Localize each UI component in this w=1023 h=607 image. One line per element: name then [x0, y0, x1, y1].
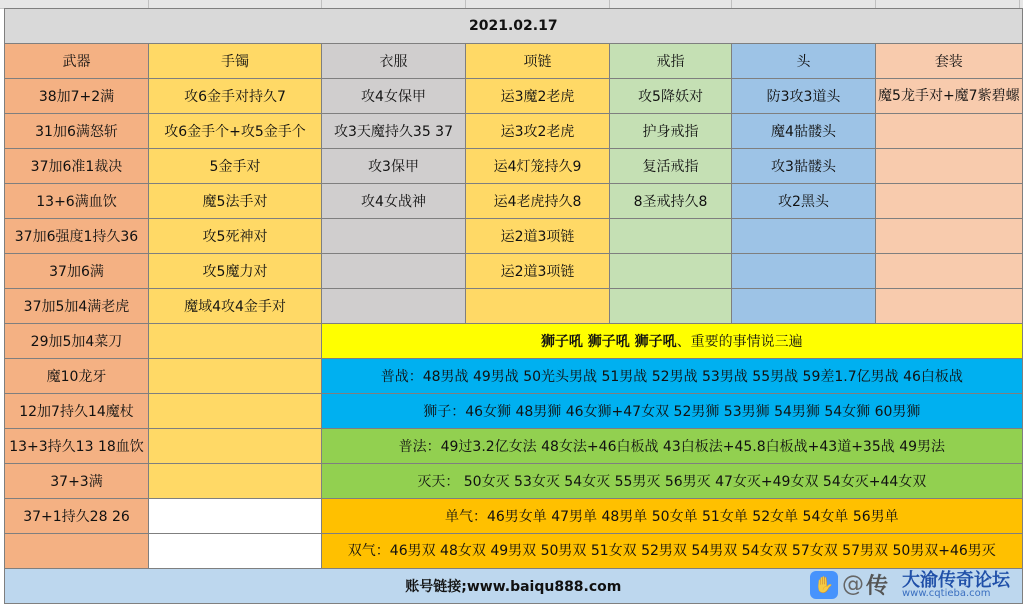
cell[interactable]	[322, 219, 466, 254]
account-row-mage[interactable]: 普法：49过3.2亿女法 48女法+46白板战 43白板法+45.8白板战+43道+35战 49男法	[322, 429, 1023, 464]
account-row-lion[interactable]: 狮子：46女狮 48男狮 46女狮+47女双 52男狮 53男狮 54男狮 54女狮 60男狮	[322, 394, 1023, 429]
cell[interactable]	[5, 534, 149, 569]
cell[interactable]: 攻6金手个+攻5金手个	[149, 114, 322, 149]
cell[interactable]	[149, 534, 322, 569]
cell[interactable]: 魔5龙手对+魔7紫碧螺	[876, 79, 1023, 114]
cell[interactable]	[149, 394, 322, 429]
cell[interactable]: 12加7持久14魔杖	[5, 394, 149, 429]
cell[interactable]	[876, 289, 1023, 324]
account-row-warrior[interactable]: 普战：48男战 49男战 50光头男战 51男战 52男战 53男战 55男战 59差1.7亿男战 46白板战	[322, 359, 1023, 394]
cell[interactable]	[149, 429, 322, 464]
header-ring[interactable]: 戒指	[610, 44, 732, 79]
header-necklace[interactable]: 项链	[466, 44, 610, 79]
cell[interactable]: 29加5加4菜刀	[5, 324, 149, 359]
cell[interactable]: 37+1持久28 26	[5, 499, 149, 534]
watermark-at: @	[842, 572, 864, 597]
header-set[interactable]: 套装	[876, 44, 1023, 79]
account-row-single-qi[interactable]: 单气：46男女单 47男单 48男单 50女单 51女单 52女单 54女单 56男单	[322, 499, 1023, 534]
notice-bold: 狮子吼 狮子吼 狮子吼	[540, 334, 677, 350]
cell[interactable]: 复活戒指	[610, 149, 732, 184]
cell[interactable]: 攻3保甲	[322, 149, 466, 184]
cell[interactable]: 37加5加4满老虎	[5, 289, 149, 324]
cell[interactable]: 魔域4攻4金手对	[149, 289, 322, 324]
cell[interactable]: 13+3持久13 18血饮	[5, 429, 149, 464]
cell[interactable]	[149, 464, 322, 499]
cell[interactable]: 运3攻2老虎	[466, 114, 610, 149]
cell[interactable]	[322, 254, 466, 289]
watermark-brand: 传	[866, 574, 889, 599]
cell[interactable]: 37加6满	[5, 254, 149, 289]
cell[interactable]: 攻2黑头	[732, 184, 876, 219]
cell[interactable]: 运2道3项链	[466, 219, 610, 254]
header-armor[interactable]: 衣服	[322, 44, 466, 79]
header-bracelet[interactable]: 手镯	[149, 44, 322, 79]
watermark-site: www.cqtieba.com	[902, 588, 991, 599]
account-row-destroyer[interactable]: 灭天： 50女灭 53女灭 54女灭 55男灭 56男灭 47女灭+49女双 54女灭+44女双	[322, 464, 1023, 499]
cell[interactable]: 魔4骷髅头	[732, 114, 876, 149]
cell[interactable]	[610, 219, 732, 254]
cell[interactable]: 运3魔2老虎	[466, 79, 610, 114]
cell[interactable]: 5金手对	[149, 149, 322, 184]
cell[interactable]	[876, 114, 1023, 149]
cell[interactable]	[732, 254, 876, 289]
cell[interactable]: 37加6准1裁决	[5, 149, 149, 184]
cell[interactable]	[876, 149, 1023, 184]
cell[interactable]: 13+6满血饮	[5, 184, 149, 219]
account-link-footer[interactable]: 账号链接;www.baiqu888.com	[5, 569, 1023, 604]
cell[interactable]	[876, 219, 1023, 254]
cell[interactable]	[149, 324, 322, 359]
cell[interactable]: 运4老虎持久8	[466, 184, 610, 219]
header-helmet[interactable]: 头	[732, 44, 876, 79]
watermark-logo: 大渝传奇论坛	[902, 570, 1010, 591]
cell[interactable]	[466, 289, 610, 324]
cell[interactable]: 攻5死神对	[149, 219, 322, 254]
cell[interactable]: 攻5降妖对	[610, 79, 732, 114]
cell[interactable]: 37加6强度1持久36	[5, 219, 149, 254]
spreadsheet	[4, 8, 1023, 604]
cell[interactable]	[610, 254, 732, 289]
notice-text: 、重要的事情说三遍	[676, 334, 803, 350]
cell[interactable]	[149, 359, 322, 394]
cell[interactable]	[732, 289, 876, 324]
cell[interactable]: 攻3天魔持久35 37	[322, 114, 466, 149]
cell[interactable]	[876, 254, 1023, 289]
cell[interactable]	[322, 289, 466, 324]
cell[interactable]: 护身戒指	[610, 114, 732, 149]
cell[interactable]	[732, 219, 876, 254]
cell[interactable]: 8圣戒持久8	[610, 184, 732, 219]
cell[interactable]	[149, 499, 322, 534]
cell[interactable]: 运2道3项链	[466, 254, 610, 289]
header-weapon[interactable]: 武器	[5, 44, 149, 79]
account-row-double-qi[interactable]: 双气：46男双 48女双 49男双 50男双 51女双 52男双 54男双 54女双 57女双 57男双 50男双+46男灭	[322, 534, 1023, 569]
cell[interactable]: 攻4女保甲	[322, 79, 466, 114]
cell[interactable]: 31加6满怒斩	[5, 114, 149, 149]
watermark	[810, 562, 1023, 607]
cell[interactable]: 攻4女战神	[322, 184, 466, 219]
cell[interactable]	[876, 184, 1023, 219]
cell[interactable]: 魔5法手对	[149, 184, 322, 219]
cell[interactable]: 运4灯笼持久9	[466, 149, 610, 184]
cell[interactable]: 攻6金手对持久7	[149, 79, 322, 114]
cell[interactable]: 魔10龙牙	[5, 359, 149, 394]
cell[interactable]: 攻5魔力对	[149, 254, 322, 289]
cell[interactable]: 防3攻3道头	[732, 79, 876, 114]
tieba-paw-icon: ✋	[810, 571, 838, 599]
date-title[interactable]: 2021.02.17	[5, 9, 1023, 44]
notice-banner[interactable]	[322, 324, 1023, 359]
cell[interactable]	[610, 289, 732, 324]
cell[interactable]: 38加7+2满	[5, 79, 149, 114]
cell[interactable]: 攻3骷髅头	[732, 149, 876, 184]
cell[interactable]: 37+3满	[5, 464, 149, 499]
